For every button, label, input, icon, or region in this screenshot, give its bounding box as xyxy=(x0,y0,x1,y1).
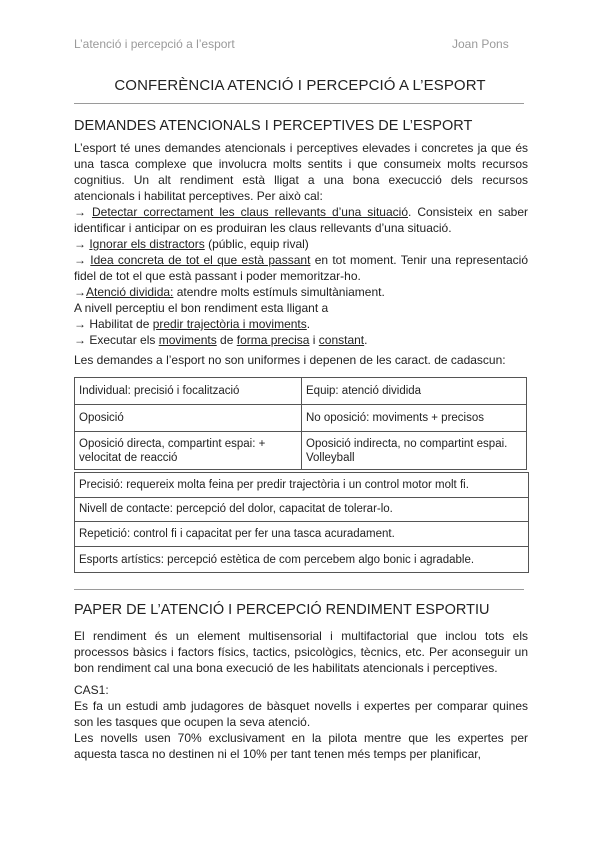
cas-label: CAS1: xyxy=(74,683,109,697)
table-row xyxy=(75,432,527,470)
item-emphasis: predir trajectòria i moviments xyxy=(152,317,307,331)
arrow-icon: → xyxy=(74,333,86,347)
cas-paragraph: Es fa un estudi amb judagores de bàsquet novells i expertes per comparar quines son les tasques que ocupen la seva atenció. xyxy=(74,699,528,729)
arrow-icon: → xyxy=(74,205,86,219)
list-item: → Habilitat de predir trajectòria i moviments. xyxy=(74,317,311,331)
document-title: CONFERÈNCIA ATENCIÓ I PERCEPCIÓ A L’ESPORT xyxy=(114,77,486,94)
item-text: . Consisteix en saber identificar i anticipar on es produiran les claus rellevants d’una situació. xyxy=(74,205,528,235)
section1-intro: L’esport té unes demandes atencionals i perceptives elevades i concretes ja que és una tasca complexe que involucra molts sentits i que consumeix molts recursos cognitius. Un alt rendiment està lligat a una bona execucció dels recursos atencionals i habilitat perceptives. Per això cal: xyxy=(74,141,528,203)
section1-heading: DEMANDES ATENCIONALS I PERCEPTIVES DE L’ESPORT xyxy=(74,118,473,134)
arrow-icon: → xyxy=(74,317,86,331)
section2-paragraph: El rendiment és un element multisensorial i multifactorial que inclou tots els processos bàsics i factors físics, tactics, psicològics, tècnics, etc. Per aconseguir un bon rendiment cal una bona execució de les habilitats atencionals i perceptives. xyxy=(74,629,528,675)
arrow-icon: → xyxy=(74,253,86,267)
item-text: en tot moment. Tenir una representació fidel de tot el que està passant i poder memoritzar-ho. xyxy=(74,253,529,283)
arrow-icon: → xyxy=(74,285,86,299)
list-item xyxy=(74,236,528,252)
table-cell: Oposició indirecta, no compartint espai. Volleyball xyxy=(302,432,527,470)
table-cell: Equip: atenció dividida xyxy=(302,378,527,405)
sport-types-table xyxy=(74,377,527,470)
table-cell: Individual: precisió i focalització xyxy=(75,378,302,405)
item-emphasis: Atenció dividida: xyxy=(86,285,174,299)
list-item xyxy=(74,284,528,300)
box-contacte: Nivell de contacte: percepció del dolor, capacitat de tolerar-lo. xyxy=(74,497,529,522)
running-header-title: L’atenció i percepció a l’esport xyxy=(74,37,235,51)
section1-body xyxy=(74,140,528,368)
item-text: (públic, equip rival) xyxy=(204,237,309,251)
box-precisio: Precisió: requereix molta feina per predir trajectòria i un control motor molt fi. xyxy=(74,472,529,498)
item-emphasis: moviments xyxy=(158,333,217,347)
list-item xyxy=(74,252,528,284)
item-emphasis: Detectar correctament les claus rellevants d’una situació xyxy=(91,205,408,219)
list-item xyxy=(74,204,528,236)
table-row xyxy=(75,405,527,432)
cas-paragraph: Les novells usen 70% exclusivament en la pilota mentre que les expertes per aquesta tasca no destinen ni el 10% per tant tenen més temps per planificar, xyxy=(74,731,528,761)
list-item: → Executar els moviments de forma precisa i constant. xyxy=(74,333,368,347)
table-cell: No oposició: moviments + precisos xyxy=(302,405,527,432)
item-emphasis: constant xyxy=(318,333,365,347)
box-repeticio: Repetició: control fi i capacitat per fer una tasca acuradament. xyxy=(74,522,529,547)
table-row xyxy=(75,378,527,405)
title-divider xyxy=(74,103,524,104)
section2-heading: PAPER DE L’ATENCIÓ I PERCEPCIÓ RENDIMENT ESPORTIU xyxy=(74,602,490,618)
arrow-icon: → xyxy=(74,237,86,251)
item-emphasis: Ignorar els distractors xyxy=(89,237,205,251)
running-header-author: Joan Pons xyxy=(452,37,509,51)
item-text: atendre molts estímuls simultàniament. xyxy=(173,285,385,299)
table-cell: Oposició xyxy=(75,405,302,432)
demandes-text: Les demandes a l’esport no son uniformes i depenen de les caract. de cadascun: xyxy=(74,353,506,367)
perceptiu-intro: A nivell perceptiu el bon rendiment esta lligant a xyxy=(74,301,329,315)
item-emphasis: forma precisa xyxy=(236,333,310,347)
table-cell: Oposició directa, compartint espai: + velocitat de reacció xyxy=(75,432,302,470)
section2-body xyxy=(74,628,528,762)
section-divider xyxy=(74,589,524,590)
box-artistics: Esports artístics: percepció estètica de com percebem algo bonic i agradable. xyxy=(74,547,529,573)
item-emphasis: Idea concreta de tot el que està passant xyxy=(90,253,311,267)
